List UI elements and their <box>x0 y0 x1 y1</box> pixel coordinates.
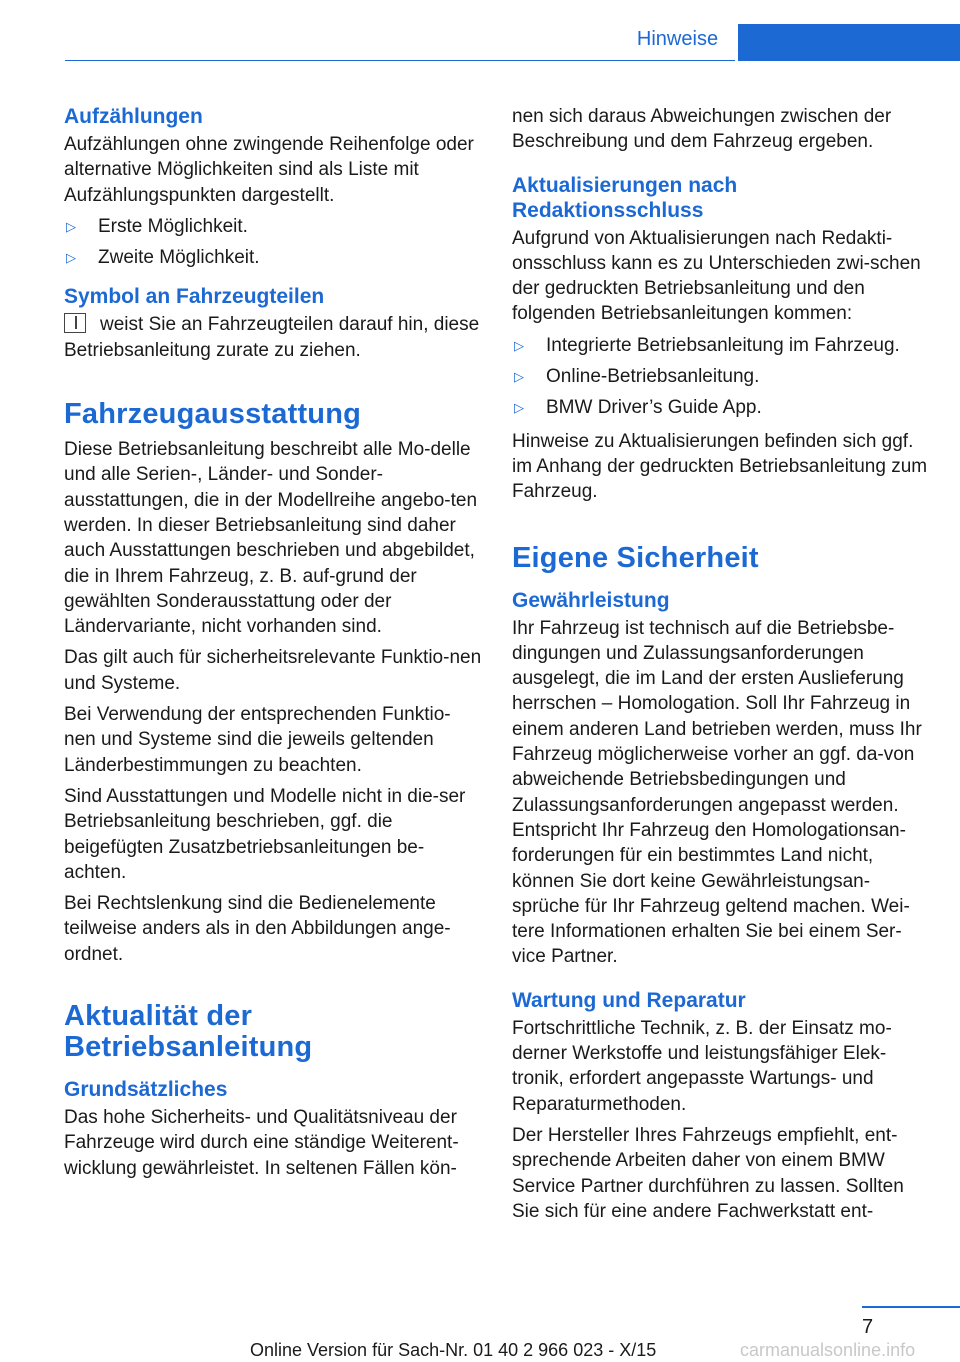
paragraph-ausstattung-2: Das gilt auch für sicherheitsrelevante Funktio‐nen und Systeme. <box>64 647 482 694</box>
paragraph-aufzaehlungen: Aufzählungen ohne zwingende Reihenfolge oder alternative Möglichkeiten sind als Liste mit Aufzählungspunkten dargestellt. <box>64 134 474 206</box>
heading-aufzaehlungen: Aufzählungen <box>64 105 203 128</box>
paragraph-ausstattung-1: Diese Betriebsanleitung beschreibt alle Mo‐delle und alle Serien-, Länder- und Sonder‐ausstattungen, die in der Modellreihe angebo‐ten werden. In dieser Betriebsanleitung sind daher auch Ausstattungen beschrieben und abgebildet, die in Ihrem Fahrzeug, z. B. auf‐grund der gewählten Sonderausstattung oder der Ländervariante, nicht vorhanden sind. <box>64 439 478 638</box>
triangle-bullet-icon: ▷ <box>514 337 524 353</box>
paragraph-continuation: nen sich daraus Abweichungen zwischen der Beschreibung und dem Fahrzeug ergeben. <box>512 106 892 153</box>
online-version-footer: Online Version für Sach-Nr. 01 40 2 966 023 - X/15 <box>250 1340 657 1360</box>
footer-rule <box>862 1306 960 1308</box>
list-item: ▷ Erste Möglichkeit. <box>64 214 482 239</box>
triangle-bullet-icon: ▷ <box>514 400 524 416</box>
list-item: ▷ Integrierte Betriebsanleitung im Fahrzeug. <box>512 333 932 358</box>
section-header-box <box>738 24 960 61</box>
list-item: ▷ Online-Betriebsanleitung. <box>512 364 932 389</box>
heading-aktualitaet: Aktualität der Betriebsanleitung <box>64 1000 313 1064</box>
heading-fahrzeugausstattung: Fahrzeugausstattung <box>64 398 362 431</box>
bullet-list-moeglichkeiten <box>64 214 482 271</box>
bullet-list-betriebsanleitungen <box>512 333 932 421</box>
heading-aktualisierungen: Aktualisierungen nach Redaktionsschluss <box>512 173 738 222</box>
triangle-bullet-icon: ▷ <box>514 369 524 385</box>
paragraph-gewaehrleistung: Ihr Fahrzeug ist technisch auf die Betriebsbe‐dingungen und Zulassungsanforderungen ausgelegt, die im Land der ersten Auslieferung herrschen – Homologation. Soll Ihr Fahrzeug in einem anderen Land betrieben werden, muss Ihr Fahrzeug möglicherweise vorher an ggf. da‐von abweichende Betriebsbedingungen und Zulassungsanforderungen angepasst werden. Entspricht Ihr Fahrzeug den Homologationsan‐forderungen für ein bestimmtes Land nicht, können Sie dort keine Gewährleistungsan‐sprüche für Ihr Fahrzeug geltend machen. Wei‐tere Informationen erhalten Sie bei einem Ser‐vice Partner. <box>512 617 922 968</box>
list-item: ▷ Zweite Möglichkeit. <box>64 245 482 270</box>
watermark: carmanualsonline.info <box>740 1340 916 1360</box>
paragraph-ausstattung-5: Bei Rechtslenkung sind die Bedienelemente teilweise anders als in den Abbildungen ange‐ordnet. <box>64 893 451 965</box>
paragraph-symbol: weist Sie an Fahrzeugteilen darauf hin, diese Betriebsanleitung zurate zu ziehen. <box>64 314 480 361</box>
left-column <box>64 98 482 1187</box>
triangle-bullet-icon: ▷ <box>66 218 76 234</box>
heading-grundsaetzliches: Grundsätzliches <box>64 1078 228 1102</box>
paragraph-aktualisierungen: Aufgrund von Aktualisierungen nach Redakti‐onsschluss kann es zu Unterschieden zwi‐schen der gedruckten Betriebsanleitung und den folgenden Betriebsanleitungen kommen: <box>512 227 921 325</box>
paragraph-wartung-2: Der Hersteller Ihres Fahrzeugs empfiehlt, ent‐sprechende Arbeiten daher von einem BMW Service Partner durchführen zu lassen. Sollten Sie sich für eine andere Fachwerkstatt ent‐ <box>512 1124 904 1222</box>
heading-wartung: Wartung und Reparatur <box>512 988 746 1012</box>
heading-symbol: Symbol an Fahrzeugteilen <box>64 285 325 309</box>
list-item: ▷ BMW Driver’s Guide App. <box>512 395 932 420</box>
page-number: 7 <box>862 1316 874 1338</box>
paragraph-grundsaetzliches: Das hohe Sicherheits- und Qualitätsniveau der Fahrzeuge wird durch eine ständige Weiterent‐wicklung gewährleistet. In seltenen Fällen kön‐ <box>64 1107 459 1179</box>
triangle-bullet-icon: ▷ <box>66 250 76 266</box>
paragraph-ausstattung-3: Bei Verwendung der entsprechenden Funktio‐nen und Systeme sind die jeweils geltenden Länderbestimmungen zu beachten. <box>64 704 451 776</box>
paragraph-wartung-1: Fortschrittliche Technik, z. B. der Einsatz mo‐derner Werkstoffe und leistungsfähiger Elek‐tronik, erfordert angepasste Wartungs- und Reparaturmethoden. <box>512 1017 892 1115</box>
paragraph-ausstattung-4: Sind Ausstattungen und Modelle nicht in die‐ser Betriebsanleitung beschrieben, ggf. die beigefügten Zusatzbetriebsanleitungen be‐achten. <box>64 785 466 883</box>
book-info-icon <box>64 313 86 333</box>
right-column <box>512 98 932 1230</box>
section-header-label: Hinweise <box>636 28 719 50</box>
heading-eigene-sicherheit: Eigene Sicherheit <box>512 541 759 574</box>
paragraph-hinweise: Hinweise zu Aktualisierungen befinden sich ggf. im Anhang der gedruckten Betriebsanleitung zum Fahrzeug. <box>512 430 928 503</box>
heading-gewaehrleistung: Gewährleistung <box>512 588 670 612</box>
header-rule <box>65 60 735 61</box>
